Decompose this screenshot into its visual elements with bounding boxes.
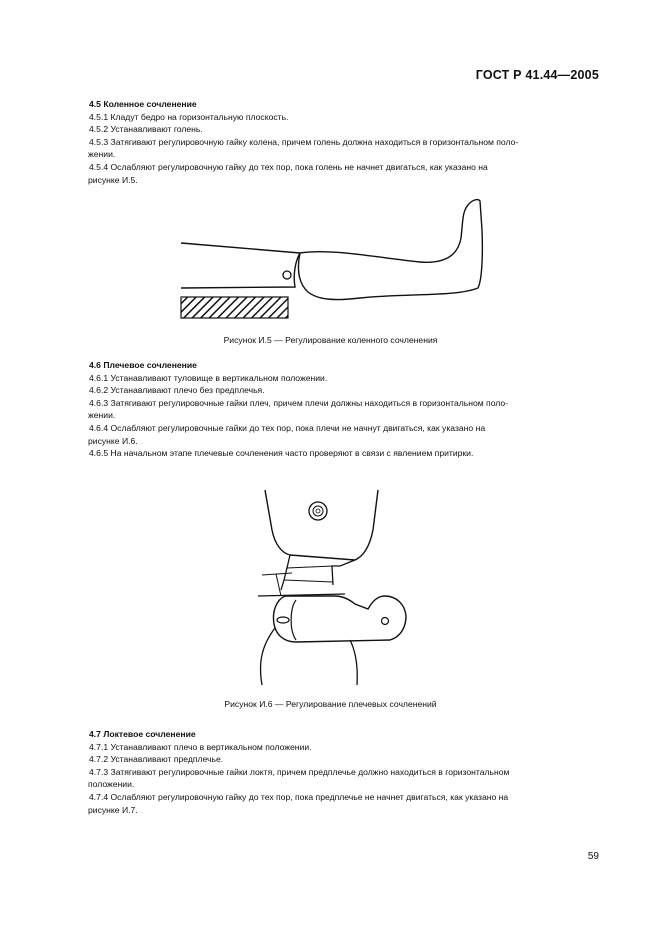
paragraph: 4.6.5 На начальном этапе плечевые сочленения часто проверяют в связи с явлением притирки. bbox=[89, 448, 474, 459]
paragraph: 4.6.3 Затягивают регулировочные гайки плеч, причем плечи должны находиться в горизонтальном поло- bbox=[89, 397, 509, 408]
section-heading: 4.7 Локтевое сочленение bbox=[89, 729, 196, 739]
paragraph-continuation: рисунке И.5. bbox=[88, 174, 138, 185]
arm-joint-outline bbox=[273, 596, 406, 642]
section-4-7 bbox=[89, 728, 599, 816]
section-4-6 bbox=[89, 359, 599, 460]
torso-bolt-icon bbox=[309, 502, 327, 520]
paragraph: 4.5.3 Затягивают регулировочную гайку колена, причем голень должна находиться в горизонтальном поло- bbox=[89, 136, 519, 147]
arm-pivot-icon bbox=[382, 618, 389, 625]
arm-slot-icon bbox=[277, 617, 289, 623]
section-4-5 bbox=[89, 98, 599, 186]
paragraph: 4.6.4 Ослабляют регулировочные гайки до тех пор, пока плечи не начнут двигаться, как указано на bbox=[89, 422, 486, 433]
section-heading: 4.5 Коленное сочленение bbox=[89, 99, 197, 109]
paragraph: 4.7.4 Ослабляют регулировочную гайку до тех пор, пока предплечье не начнет двигаться, как указано на bbox=[89, 791, 509, 802]
paragraph-continuation: положении. bbox=[88, 779, 135, 790]
paragraph-continuation: рисунке И.6. bbox=[88, 435, 138, 446]
shin-outline bbox=[298, 200, 482, 300]
support-surface bbox=[181, 297, 288, 318]
paragraph: 4.5.4 Ослабляют регулировочную гайку до тех пор, пока голень не начнет двигаться, как указано на bbox=[89, 161, 488, 172]
paragraph-continuation: рисунке И.7. bbox=[88, 804, 138, 815]
paragraph: 4.6.2 Устанавливают плечо без предплечья. bbox=[89, 385, 265, 396]
paragraph-continuation: жении. bbox=[88, 410, 116, 421]
page-number: 59 bbox=[587, 851, 599, 862]
section-heading: 4.6 Плечевое сочленение bbox=[89, 360, 197, 370]
paragraph: 4.6.1 Устанавливают туловище в вертикальном положении. bbox=[89, 372, 328, 383]
paragraph: 4.7.1 Устанавливают плечо в вертикальном положении. bbox=[89, 741, 312, 752]
paragraph: 4.5.2 Устанавливают голень. bbox=[89, 124, 203, 135]
shoulder-adjuster bbox=[281, 555, 355, 590]
thigh-outline bbox=[181, 243, 300, 288]
paragraph-continuation: жении. bbox=[88, 149, 116, 160]
arm-outline bbox=[261, 628, 358, 685]
paragraph: 4.7.2 Устанавливают предплечье. bbox=[89, 754, 224, 765]
figure-caption-i5: Рисунок И.5 — Регулирование коленного сочленения bbox=[223, 335, 438, 345]
paragraph: 4.7.3 Затягивают регулировочные гайки локтя, причем предплечье должно находиться в горизонтальном bbox=[89, 766, 510, 777]
paragraph: 4.5.1 Кладут бедро на горизонтальную плоскость. bbox=[89, 111, 289, 122]
knee-pivot-icon bbox=[283, 271, 291, 279]
figure-caption-i6: Рисунок И.6 — Регулирование плечевых сочленений bbox=[224, 699, 437, 709]
torso-outline bbox=[265, 490, 378, 560]
document-code: ГОСТ Р 41.44—2005 bbox=[475, 68, 599, 82]
horizontal-reference-line bbox=[258, 594, 345, 596]
